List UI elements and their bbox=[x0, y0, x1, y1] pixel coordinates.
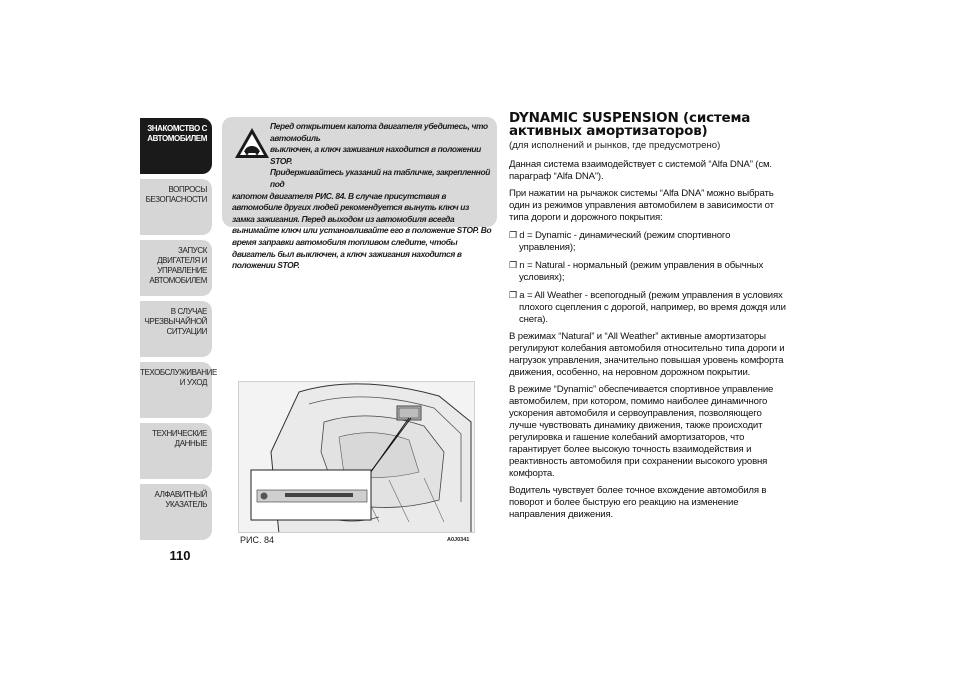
section-subtitle: (для исполнений и рынков, где предусмотрено) bbox=[509, 140, 721, 151]
tab-intro-car[interactable]: ЗНАКОМСТВО С АВТОМОБИЛЕМ bbox=[140, 118, 212, 174]
warning-rest: капотом двигателя РИС. 84. В случае присутствия в автомобиле других людей рекомендуется вынуть ключ из замка зажигания. Перед выходом из автомобиля всегда вынимайте ключ или установливайте его в положение STOP. Во время заправки автомобиля топливом следите, чтобы двигатель был выключен, а ключ зажигания находится в положении STOP. bbox=[232, 190, 492, 271]
section-title-line: активных амортизаторов) bbox=[509, 123, 708, 139]
warning-box bbox=[222, 117, 497, 271]
paragraph: При нажатии на рычажок системы “Alfa DNA” можно выбрать один из режимов управления автомобилем в зависимости от типа дороги и дорожного покрытия: bbox=[509, 188, 774, 223]
paragraph: Данная система взаимодействует с системой “Alfa DNA” (см. параграф “Alfa DNA”). bbox=[509, 159, 772, 182]
paragraph: В режиме “Dynamic” обеспечивается спортивное управление автомобилем, при котором, помимо наиболее динамичного ускорения автомобиля и сервоуправления, позволяющего лучше чувствовать динамику движения, также происходит регулировка и гашение колебаний амортизаторов, что гарантирует более высокую точность взаимодействия и реактивность автомобиля при сохранении высокого уровня комфорта. bbox=[509, 384, 774, 479]
warning-line: выключен, а ключ зажигания находится в положении STOP. bbox=[270, 144, 481, 166]
section-title bbox=[509, 112, 789, 138]
tab-maintenance[interactable]: ТЕХОБСЛУЖИВАНИЕ И УХОД bbox=[140, 362, 212, 418]
figure-hood-illustration bbox=[238, 381, 475, 533]
paragraph: Водитель чувствует более точное вхождение автомобиля в поворот и более быструю его реакцию на изменение направления движения. bbox=[509, 485, 767, 520]
list-item bbox=[509, 259, 789, 284]
checkbox-bullet-icon: ❐ bbox=[509, 230, 520, 240]
list-item bbox=[509, 229, 789, 254]
hood-underside-illustration bbox=[239, 382, 475, 533]
tab-safety[interactable]: ВОПРОСЫ БЕЗОПАСНОСТИ bbox=[140, 179, 212, 235]
warning-line: Перед открытием капота двигателя убедитесь, что автомобиль bbox=[270, 121, 488, 143]
warning-text bbox=[232, 121, 492, 272]
figure-caption: РИС. 84 bbox=[240, 535, 274, 545]
list-item-text: a = All Weather - всепогодный (режим управления в условиях плохого сцепления с дорогой, например, во время дождя или снега). bbox=[519, 290, 786, 325]
list-item bbox=[509, 289, 789, 326]
tab-emergency[interactable]: В СЛУЧАЕ ЧРЕЗВЫЧАЙНОЙ СИТУАЦИИ bbox=[140, 301, 212, 357]
paragraph: В режимах “Natural” и “All Weather” активные амортизаторы регулируют колебания автомобиля относительно типа дороги и нагрузок управления, значительно повышая уровень комфорта движения, особенно, на неровном дорожном покрытии. bbox=[509, 331, 785, 378]
tab-technical-data[interactable]: ТЕХНИЧЕСКИЕ ДАННЫЕ bbox=[140, 423, 212, 479]
list-item-text: n = Natural - нормальный (режим управления в обычных условиях); bbox=[519, 260, 764, 283]
page-number: 110 bbox=[169, 548, 191, 563]
warning-line: Придерживайтесь указаний на табличке, закрепленной под bbox=[270, 167, 491, 189]
tab-start-driving[interactable]: ЗАПУСК ДВИГАТЕЛЯ И УПРАВЛЕНИЕ АВТОМОБИЛЕМ bbox=[140, 240, 212, 296]
main-text-column bbox=[509, 112, 789, 526]
section-title-line: DYNAMIC SUSPENSION (система bbox=[509, 110, 751, 126]
list-item-text: d = Dynamic - динамический (режим спортивного управления); bbox=[519, 230, 731, 253]
checkbox-bullet-icon: ❐ bbox=[509, 290, 520, 300]
checkbox-bullet-icon: ❐ bbox=[509, 260, 520, 270]
tab-index[interactable]: АЛФАВИТНЫЙ УКАЗАТЕЛЬ bbox=[140, 484, 212, 540]
figure-code: A0J0341 bbox=[447, 537, 470, 543]
